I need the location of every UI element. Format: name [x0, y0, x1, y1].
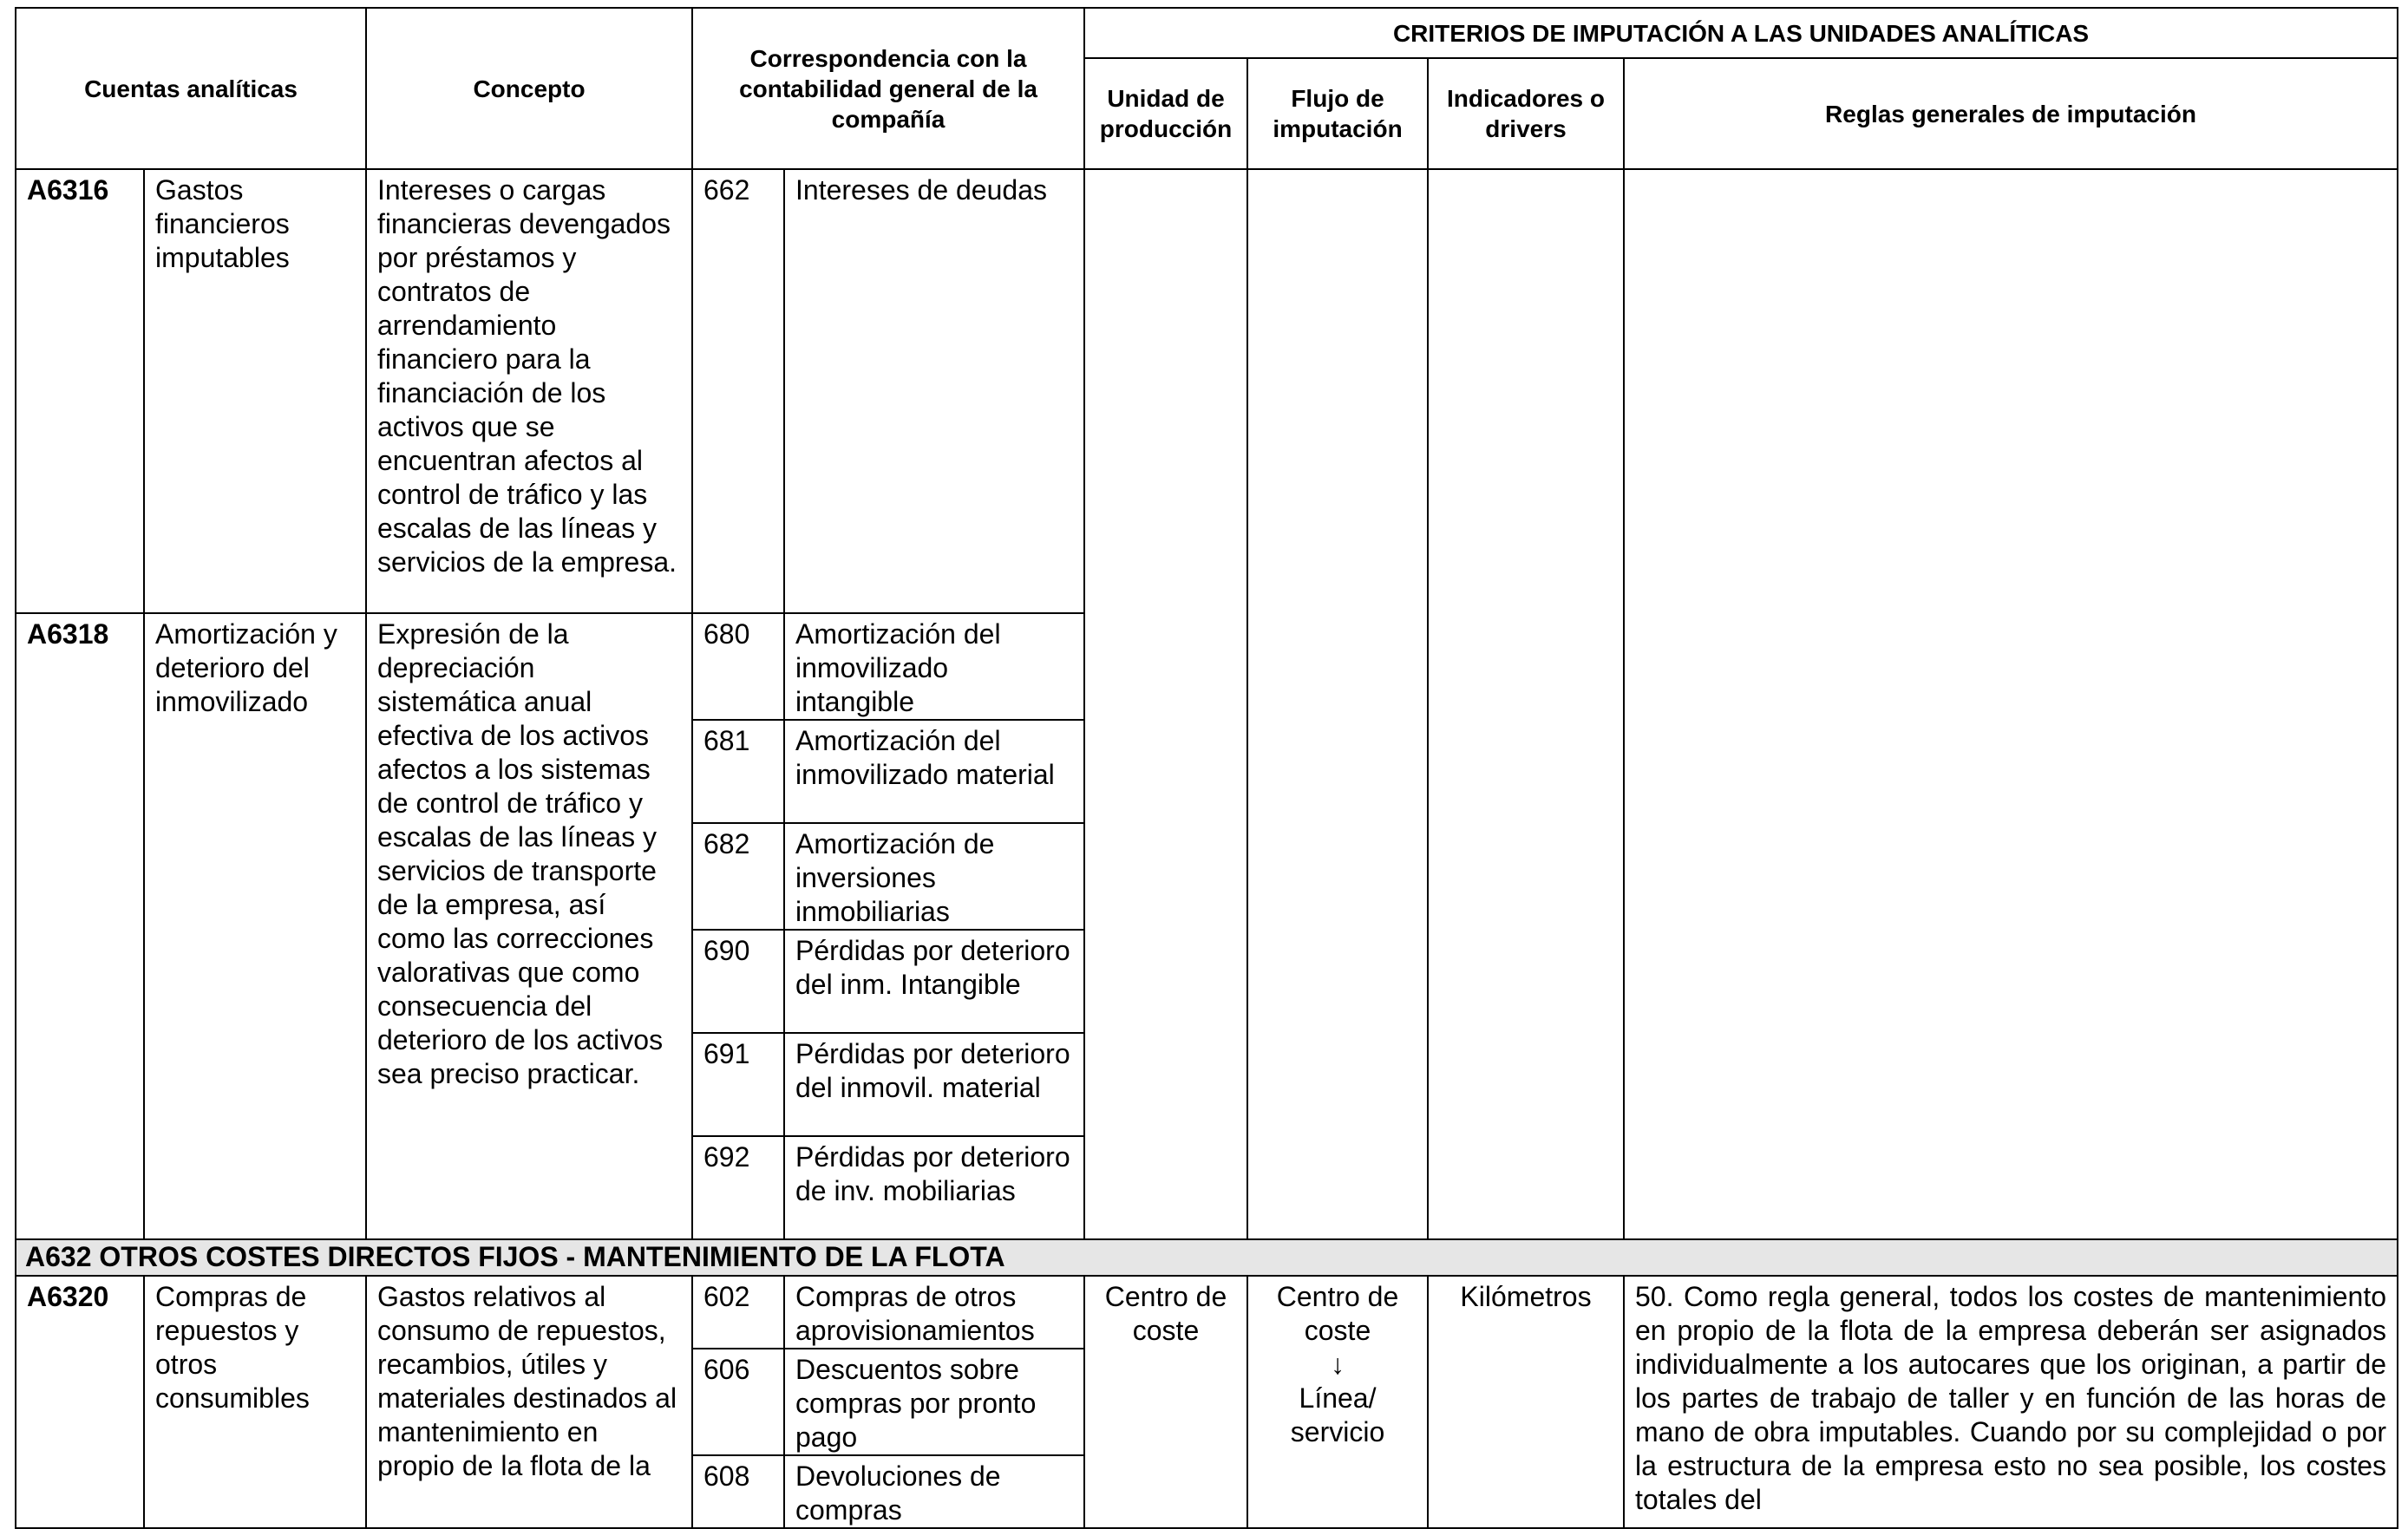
ledger-number: 681	[692, 720, 784, 823]
unidad-cell-empty	[1084, 169, 1247, 1239]
header-criterios: CRITERIOS DE IMPUTACIÓN A LAS UNIDADES ANALÍTICAS	[1084, 8, 2398, 58]
account-concept: Expresión de la depreciación sistemática anual efectiva de los activos afectos a los sistemas de control de tráfico y escalas de las líneas y servicios de transporte de la empresa, así como las correcciones valorativas que como consecuencia del deterioro de los activos sea preciso practicar.	[366, 613, 692, 1239]
header-concepto: Concepto	[366, 8, 692, 169]
ledger-description: Intereses de deudas	[784, 169, 1084, 613]
header-reglas: Reglas generales de imputación	[1624, 58, 2398, 169]
ledger-description: Devoluciones de compras	[784, 1455, 1084, 1528]
account-code: A6316	[16, 169, 144, 613]
header-correspondencia: Correspondencia con la contabilidad general de la compañía	[692, 8, 1084, 169]
ledger-number: 692	[692, 1136, 784, 1239]
indicadores-cell-empty	[1428, 169, 1624, 1239]
ledger-number: 680	[692, 613, 784, 720]
header-flujo: Flujo de imputación	[1247, 58, 1428, 169]
ledger-number: 690	[692, 930, 784, 1033]
account-name: Compras de repuestos y otros consumibles	[144, 1276, 366, 1528]
flujo-cell-empty	[1247, 169, 1428, 1239]
ledger-description: Pérdidas por deterioro del inmovil. material	[784, 1033, 1084, 1136]
account-code: A6318	[16, 613, 144, 1239]
header-cuentas: Cuentas analíticas	[16, 8, 366, 169]
ledger-description: Amortización del inmovilizado intangible	[784, 613, 1084, 720]
ledger-description: Compras de otros aprovisionamientos	[784, 1276, 1084, 1349]
arrow-down-icon: ↓	[1331, 1349, 1345, 1380]
section-header: A632 OTROS COSTES DIRECTOS FIJOS - MANTENIMIENTO DE LA FLOTA	[16, 1239, 2398, 1276]
ledger-number: 602	[692, 1276, 784, 1349]
flujo-to: Línea/ servicio	[1290, 1382, 1385, 1447]
ledger-description: Descuentos sobre compras por pronto pago	[784, 1349, 1084, 1455]
account-concept: Intereses o cargas financieras devengados por préstamos y contratos de arrendamiento financiero para la financiación de los activos que se encuentran afectos al control de tráfico y las escalas de las líneas y servicios de la empresa.	[366, 169, 692, 613]
ledger-description: Pérdidas por deterioro de inv. mobiliarias	[784, 1136, 1084, 1239]
ledger-number: 606	[692, 1349, 784, 1455]
ledger-number: 662	[692, 169, 784, 613]
account-name: Amortización y deterioro del inmovilizado	[144, 613, 366, 1239]
ledger-description: Amortización de inversiones inmobiliarias	[784, 823, 1084, 930]
indicador-value: Kilómetros	[1428, 1276, 1624, 1528]
account-code: A6320	[16, 1276, 144, 1528]
reglas-cell-empty	[1624, 169, 2398, 1239]
imputation-table	[15, 7, 2398, 1529]
ledger-description: Amortización del inmovilizado material	[784, 720, 1084, 823]
flujo-from: Centro de coste	[1276, 1281, 1399, 1346]
account-concept: Gastos relativos al consumo de repuestos, recambios, útiles y materiales destinados al mantenimiento en propio de la flota de la	[366, 1276, 692, 1528]
unidad-value: Centro de coste	[1084, 1276, 1247, 1528]
regla-text: 50. Como regla general, todos los costes de mantenimiento en propio de la flota de la empresa deberán ser asignados individualmente a los autocares que los originan, a partir de los partes de trabajo de taller y en función de las horas de mano de obra imputables. Cuando por su complejidad o por la estructura de la empresa esto no sea posible, los costes totales del	[1624, 1276, 2398, 1528]
flujo-value	[1247, 1276, 1428, 1528]
account-name: Gastos financieros imputables	[144, 169, 366, 613]
ledger-description: Pérdidas por deterioro del inm. Intangible	[784, 930, 1084, 1033]
ledger-number: 682	[692, 823, 784, 930]
header-indicadores: Indicadores o drivers	[1428, 58, 1624, 169]
ledger-number: 608	[692, 1455, 784, 1528]
header-unidad: Unidad de producción	[1084, 58, 1247, 169]
ledger-number: 691	[692, 1033, 784, 1136]
